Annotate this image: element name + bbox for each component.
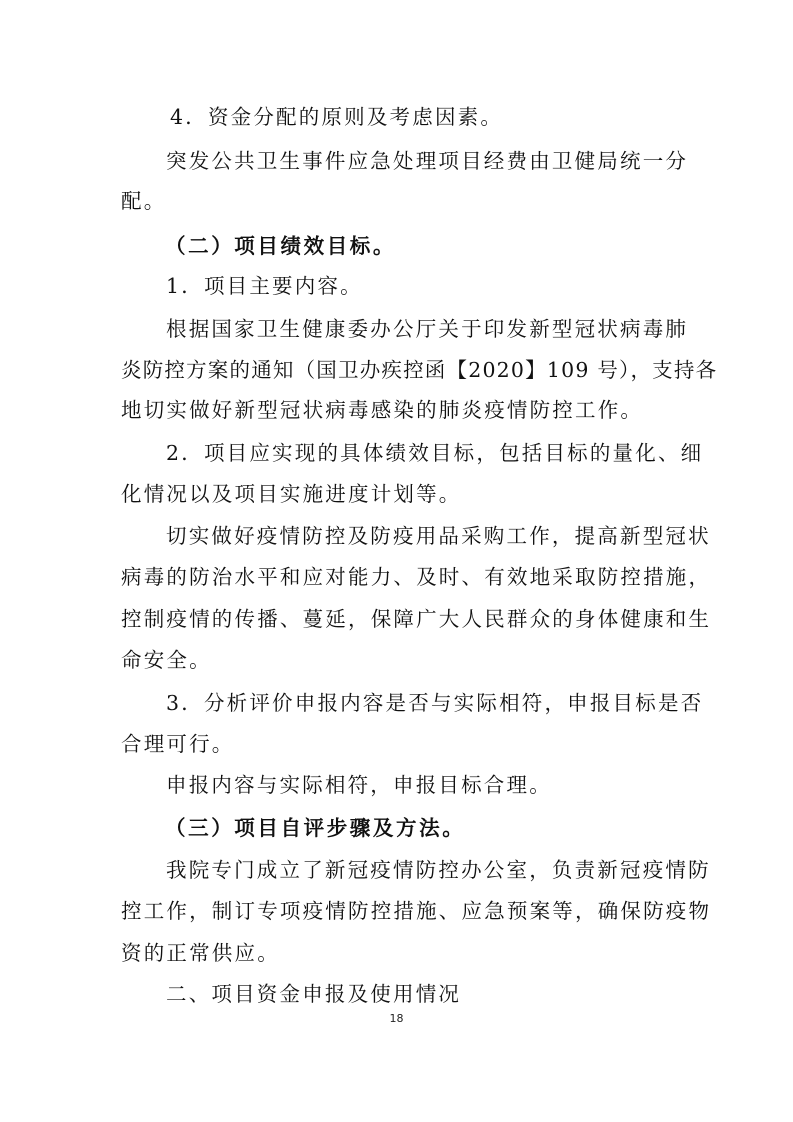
paragraph-line: 控制疫情的传播、蔓延，保障广大人民群众的身体健康和生 <box>121 607 712 631</box>
paragraph-heading-specific-goals: 2．项目应实现的具体绩效目标，包括目标的量化、细 <box>166 441 704 465</box>
section-heading-self-evaluation: （三）项目自评步骤及方法。 <box>165 816 466 840</box>
paragraph-line: 化情况以及项目实施进度计划等。 <box>121 482 462 506</box>
paragraph-line: 炎防控方案的通知（国卫办疾控函【2020】109 号），支持各 <box>121 358 718 382</box>
paragraph-line: 资的正常供应。 <box>121 941 280 965</box>
paragraph-heading-fund-allocation: 4．资金分配的原则及考虑因素。 <box>170 105 504 129</box>
paragraph-heading-main-content: 1．项目主要内容。 <box>166 274 363 298</box>
paragraph-line: 申报内容与实际相符，申报目标合理。 <box>166 773 552 797</box>
paragraph-line: 控工作，制订专项疫情防控措施、应急预案等，确保防疫物 <box>121 899 712 923</box>
paragraph-line: 合理可行。 <box>121 732 235 756</box>
paragraph-heading-evaluation: 3．分析评价申报内容是否与实际相符，申报目标是否 <box>166 691 704 715</box>
paragraph-line: 命安全。 <box>121 648 212 672</box>
page-number: 18 <box>389 1012 404 1025</box>
paragraph-line: 根据国家卫生健康委办公厅关于印发新型冠状病毒肺 <box>166 317 689 341</box>
paragraph-line: 配。 <box>121 189 167 213</box>
paragraph-line: 我院专门成立了新冠疫情防控办公室，负责新冠疫情防 <box>166 858 711 882</box>
section-heading-fund-usage: 二、项目资金申报及使用情况 <box>166 982 462 1006</box>
paragraph-line: 病毒的防治水平和应对能力、及时、有效地采取防控措施， <box>121 565 712 589</box>
paragraph-line: 切实做好疫情防控及防疫用品采购工作，提高新型冠状 <box>166 524 711 548</box>
paragraph-line: 突发公共卫生事件应急处理项目经费由卫健局统一分 <box>166 149 689 173</box>
paragraph-line: 地切实做好新型冠状病毒感染的肺炎疫情防控工作。 <box>121 398 644 422</box>
section-heading-performance-goals: （二）项目绩效目标。 <box>165 234 396 258</box>
